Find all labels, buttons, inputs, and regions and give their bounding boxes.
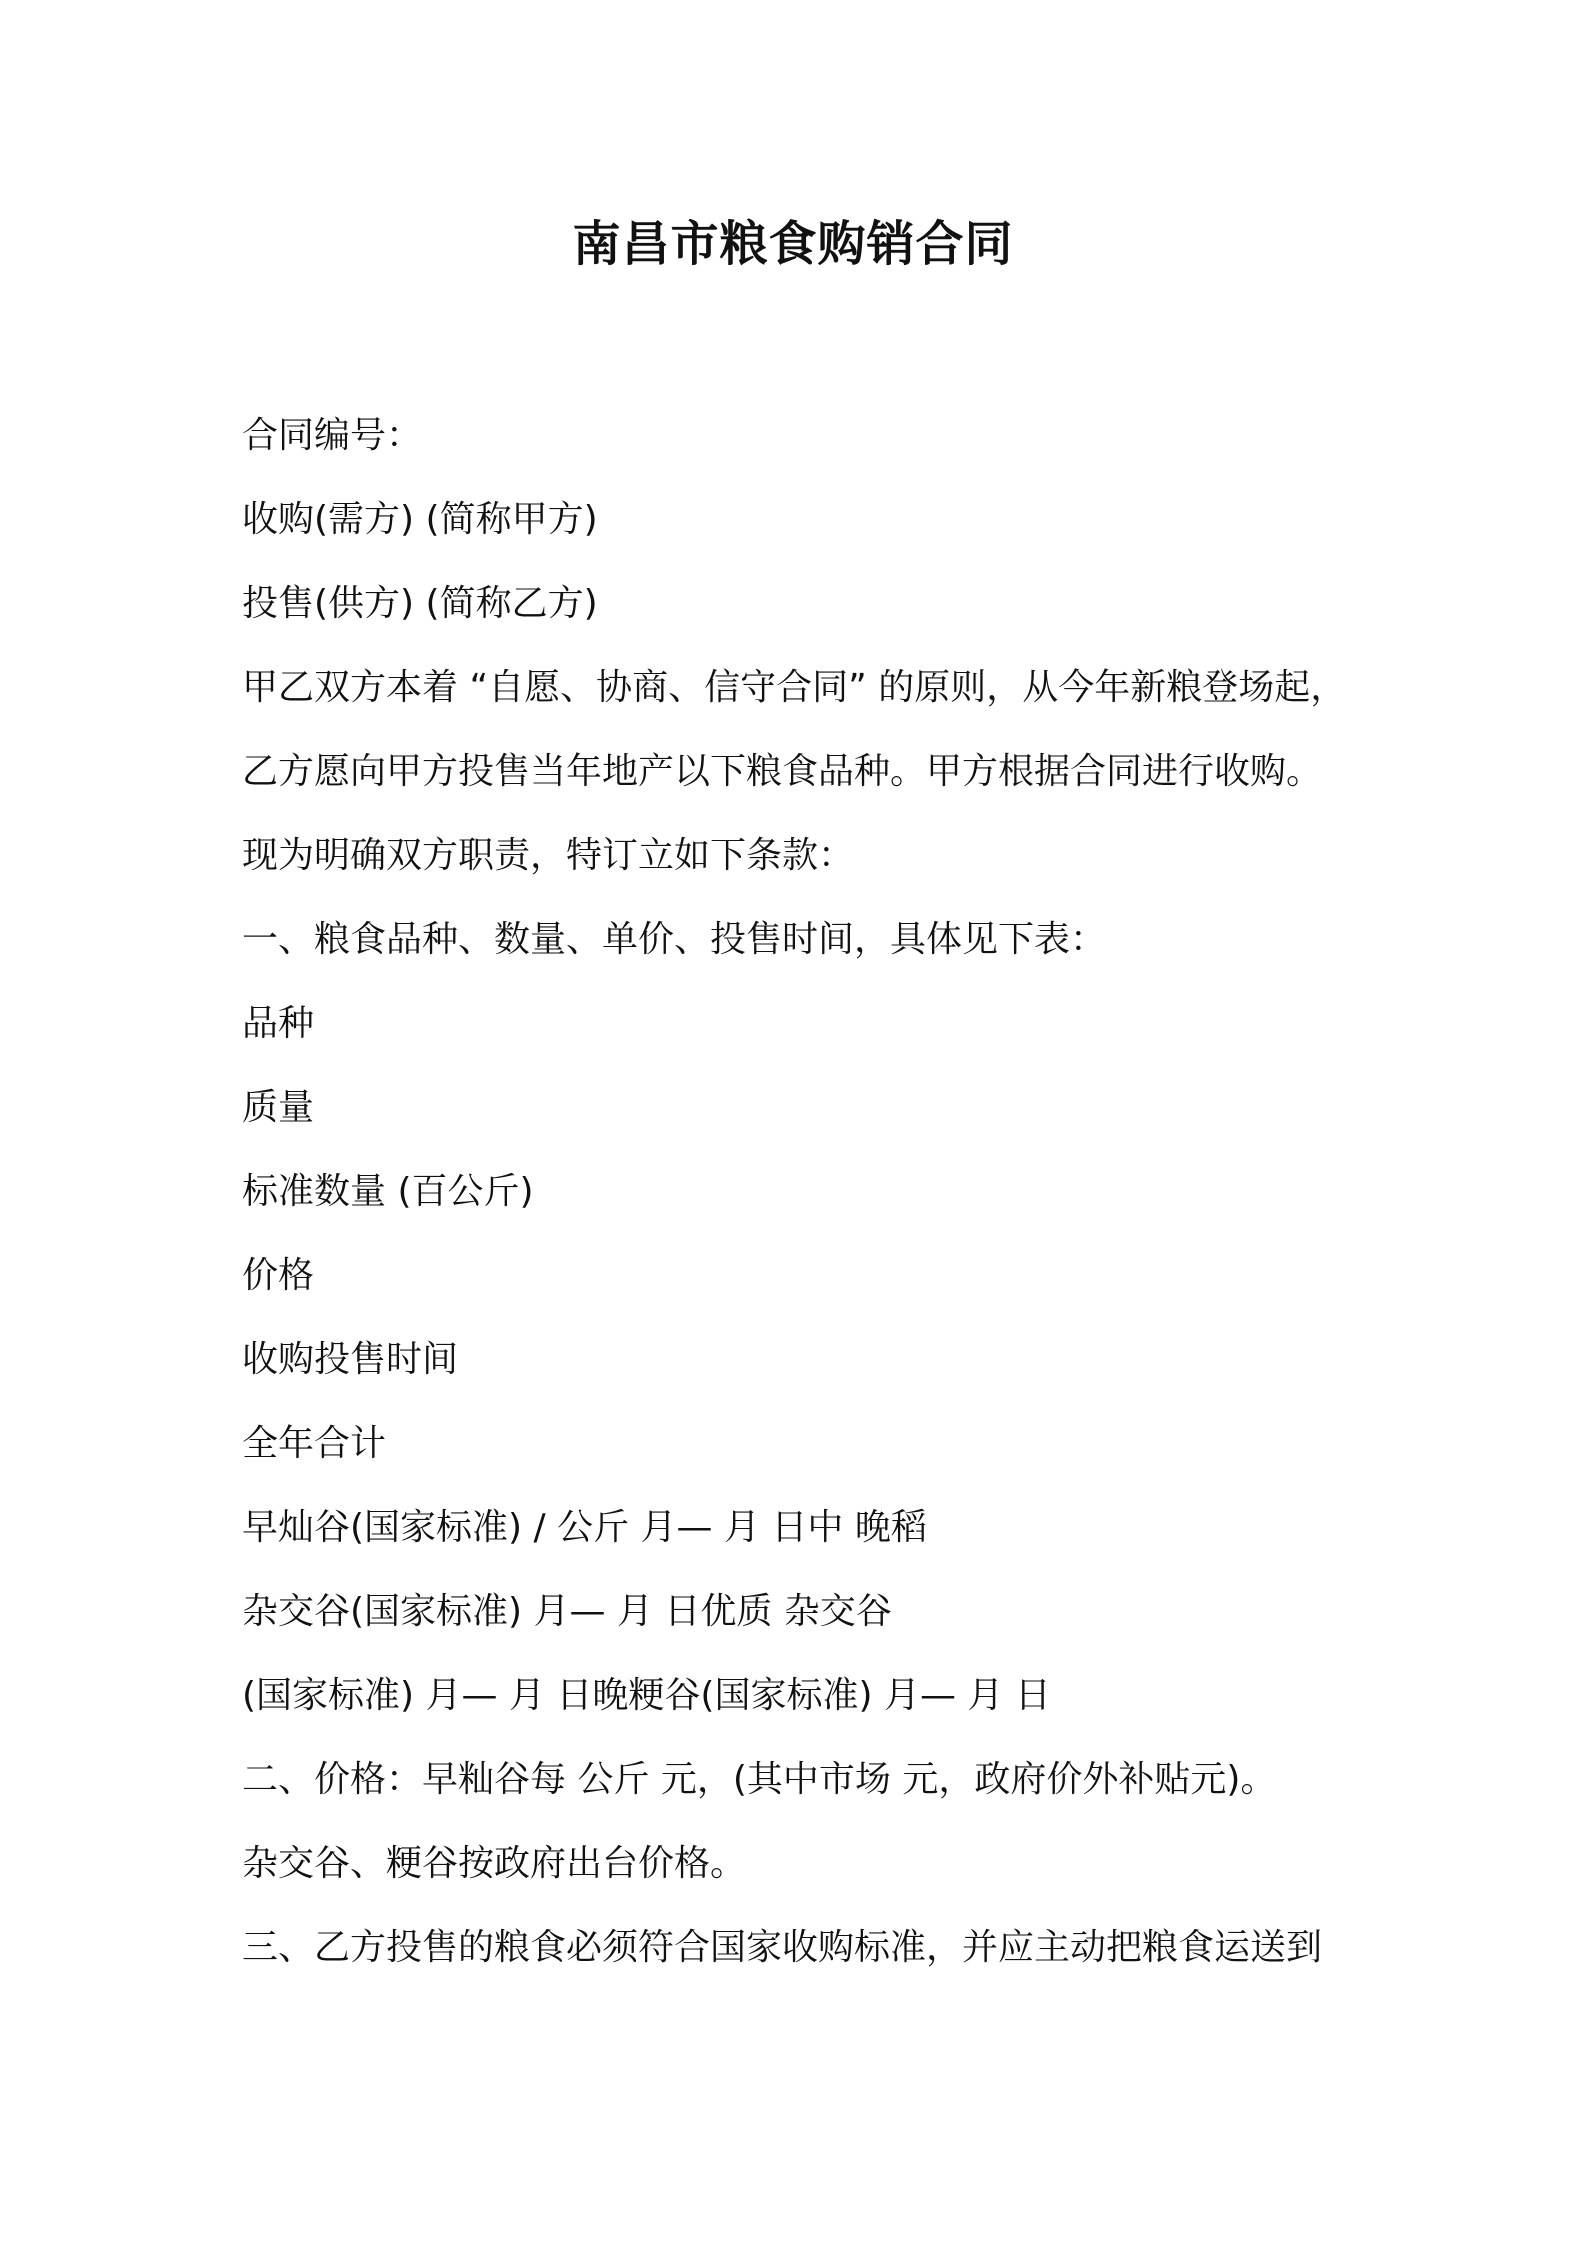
table-header-time: 收购投售时间 [242, 1339, 459, 1380]
contract-title: 南昌市粮食购销合同 [572, 216, 1014, 272]
seller-party-line: 投售(供方) (简称乙方) [242, 583, 598, 624]
table-row-early-rice: 早灿谷(国家标准) / 公斤 月— 月 日中 晚稻 [242, 1507, 927, 1548]
clause-2-continued: 杂交谷、粳谷按政府出台价格。 [242, 1843, 747, 1884]
clause-1-heading: 一、粮食品种、数量、单价、投售时间，具体见下表： [242, 919, 1107, 960]
table-row-hybrid-rice: 杂交谷(国家标准) 月— 月 日优质 杂交谷 [242, 1591, 892, 1632]
table-header-price: 价格 [242, 1255, 315, 1296]
buyer-party-line: 收购(需方) (简称甲方) [242, 499, 598, 540]
contract-body [242, 408, 1392, 2004]
table-row-late-japonica: (国家标准) 月— 月 日晚粳谷(国家标准) 月— 月 日 [242, 1675, 1051, 1716]
table-header-quality: 质量 [242, 1087, 315, 1128]
table-header-variety: 品种 [242, 1003, 315, 1044]
preamble-line-2: 乙方愿向甲方投售当年地产以下粮食品种。甲方根据合同进行收购。 [242, 751, 1323, 792]
table-header-quantity: 标准数量 (百公斤) [242, 1171, 534, 1212]
clause-2-price: 二、价格：早籼谷每 公斤 元，(其中市场 元，政府价外补贴元)。 [242, 1759, 1277, 1800]
clause-3-start: 三、乙方投售的粮食必须符合国家收购标准，并应主动把粮食运送到 [242, 1927, 1323, 1968]
preamble-line-3: 现为明确双方职责，特订立如下条款： [242, 835, 855, 876]
contract-number-line: 合同编号： [242, 415, 423, 456]
preamble-line-1: 甲乙双方本着 “自愿、协商、信守合同” 的原则，从今年新粮登场起， [242, 667, 1347, 708]
table-header-total: 全年合计 [242, 1423, 387, 1464]
